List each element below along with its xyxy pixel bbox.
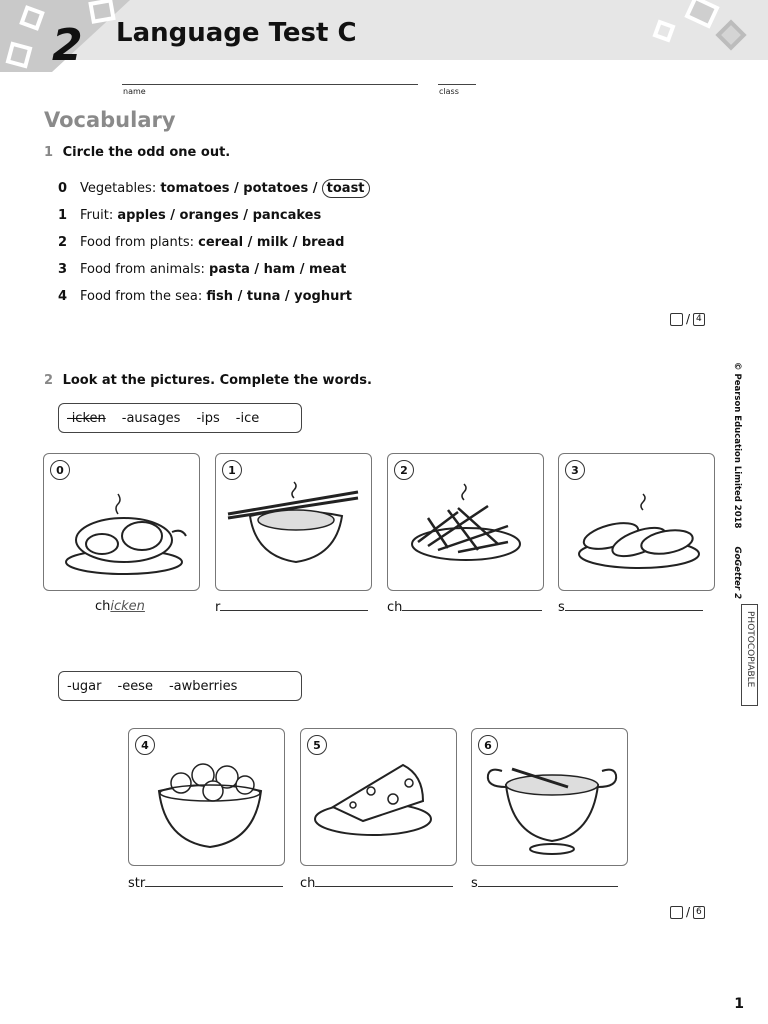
rice-bowl-icon bbox=[216, 454, 373, 592]
name-label: name bbox=[123, 87, 146, 96]
answer-line bbox=[471, 875, 618, 891]
exercise1-item bbox=[58, 181, 370, 196]
answer-blank[interactable] bbox=[402, 599, 542, 611]
answer-prefix: ch bbox=[387, 600, 403, 615]
answer-prefix: s bbox=[471, 876, 478, 891]
sausages-plate-icon bbox=[559, 454, 716, 592]
item-options[interactable]: apples / oranges / pancakes bbox=[117, 208, 322, 223]
item-prompt: Fruit: bbox=[80, 208, 118, 223]
exercise1-item bbox=[58, 235, 344, 250]
word-box bbox=[58, 671, 302, 701]
exercise1-score bbox=[670, 312, 705, 326]
exercise1-instruction-text: Circle the odd one out. bbox=[62, 145, 231, 160]
word-box-item: -awberries bbox=[168, 678, 238, 694]
word-box bbox=[58, 403, 302, 433]
picture-number: 5 bbox=[307, 735, 327, 755]
item-number: 3 bbox=[58, 262, 68, 277]
word-box-item: -ugar bbox=[67, 678, 102, 694]
strawberries-bowl-icon bbox=[129, 729, 286, 867]
item-prompt: Vegetables: bbox=[80, 181, 161, 196]
page-title: Language Test C bbox=[116, 18, 357, 48]
photocopiable-text: PHOTOCOPIABLE bbox=[745, 611, 755, 688]
picture-number: 3 bbox=[565, 460, 585, 480]
page-number: 1 bbox=[734, 996, 744, 1012]
exercise2-instruction-text: Look at the pictures. Complete the words. bbox=[62, 373, 372, 388]
copyright-text: © Pearson Education Limited 2018 bbox=[732, 362, 742, 529]
picture-card bbox=[558, 453, 715, 591]
answer-prefix: r bbox=[215, 600, 221, 615]
item-prompt: Food from plants: bbox=[80, 235, 199, 250]
picture-number: 1 bbox=[222, 460, 242, 480]
picture-card bbox=[128, 728, 285, 866]
exercise1-number: 1 bbox=[44, 145, 54, 160]
exercise2-number: 2 bbox=[44, 373, 54, 388]
score-separator: / bbox=[686, 312, 691, 326]
picture-number: 2 bbox=[394, 460, 414, 480]
square-decoration-icon bbox=[88, 0, 115, 24]
picture-number: 4 bbox=[135, 735, 155, 755]
answer-line bbox=[95, 599, 145, 614]
item-options[interactable]: pasta / ham / meat bbox=[209, 262, 347, 277]
cheese-plate-icon bbox=[301, 729, 458, 867]
book-title: GoGetter 2 bbox=[732, 546, 742, 599]
answer-line bbox=[300, 875, 453, 891]
answer-line bbox=[558, 599, 703, 615]
name-field[interactable] bbox=[122, 84, 418, 85]
class-label: class bbox=[439, 87, 459, 96]
score-box[interactable] bbox=[670, 906, 683, 919]
photocopiable-label bbox=[741, 604, 758, 706]
roast-chicken-icon bbox=[44, 454, 201, 592]
answer-blank[interactable] bbox=[220, 599, 368, 611]
item-prompt: Food from the sea: bbox=[80, 289, 207, 304]
item-options: tomatoes / potatoes / bbox=[160, 181, 318, 196]
answer-prefix: ch bbox=[95, 599, 111, 614]
word-box-item: -ice bbox=[235, 410, 260, 426]
answer-blank[interactable] bbox=[565, 599, 703, 611]
picture-card bbox=[300, 728, 457, 866]
score-total: 4 bbox=[693, 313, 705, 326]
score-box[interactable] bbox=[670, 313, 683, 326]
answer-blank[interactable] bbox=[315, 875, 453, 887]
item-options[interactable]: cereal / milk / bread bbox=[198, 235, 345, 250]
item-number: 1 bbox=[58, 208, 68, 223]
sugar-bowl-icon bbox=[472, 729, 629, 867]
answer-line bbox=[387, 599, 542, 615]
picture-card bbox=[471, 728, 628, 866]
exercise1-item bbox=[58, 208, 321, 223]
example-answer: icken bbox=[110, 599, 145, 614]
item-number: 2 bbox=[58, 235, 68, 250]
answer-line bbox=[215, 599, 368, 615]
answer-blank[interactable] bbox=[478, 875, 618, 887]
copyright-credit bbox=[732, 362, 742, 599]
exercise1-instruction bbox=[44, 145, 230, 160]
answer-prefix: str bbox=[128, 876, 146, 891]
picture-card bbox=[387, 453, 544, 591]
score-separator: / bbox=[686, 905, 691, 919]
exercise2-score bbox=[670, 905, 705, 919]
picture-card bbox=[43, 453, 200, 591]
word-box-item: -ausages bbox=[121, 410, 181, 426]
section-heading: Vocabulary bbox=[44, 108, 176, 132]
picture-card bbox=[215, 453, 372, 591]
exercise1-item bbox=[58, 262, 346, 277]
picture-number: 6 bbox=[478, 735, 498, 755]
word-box-item: -icken bbox=[67, 410, 106, 426]
unit-number: 2 bbox=[52, 20, 83, 71]
score-total: 6 bbox=[693, 906, 705, 919]
item-prompt: Food from animals: bbox=[80, 262, 210, 277]
item-options[interactable]: fish / tuna / yoghurt bbox=[206, 289, 352, 304]
exercise2-instruction bbox=[44, 373, 372, 388]
chips-plate-icon bbox=[388, 454, 545, 592]
circled-answer: toast bbox=[322, 179, 370, 198]
answer-prefix: s bbox=[558, 600, 565, 615]
exercise1-item bbox=[58, 289, 352, 304]
picture-number: 0 bbox=[50, 460, 70, 480]
item-number: 4 bbox=[58, 289, 68, 304]
word-box-item: -ips bbox=[196, 410, 220, 426]
class-field[interactable] bbox=[438, 84, 476, 85]
answer-blank[interactable] bbox=[145, 875, 283, 887]
word-box-item: -eese bbox=[117, 678, 153, 694]
item-number: 0 bbox=[58, 181, 68, 196]
answer-prefix: ch bbox=[300, 876, 316, 891]
answer-line bbox=[128, 875, 283, 891]
